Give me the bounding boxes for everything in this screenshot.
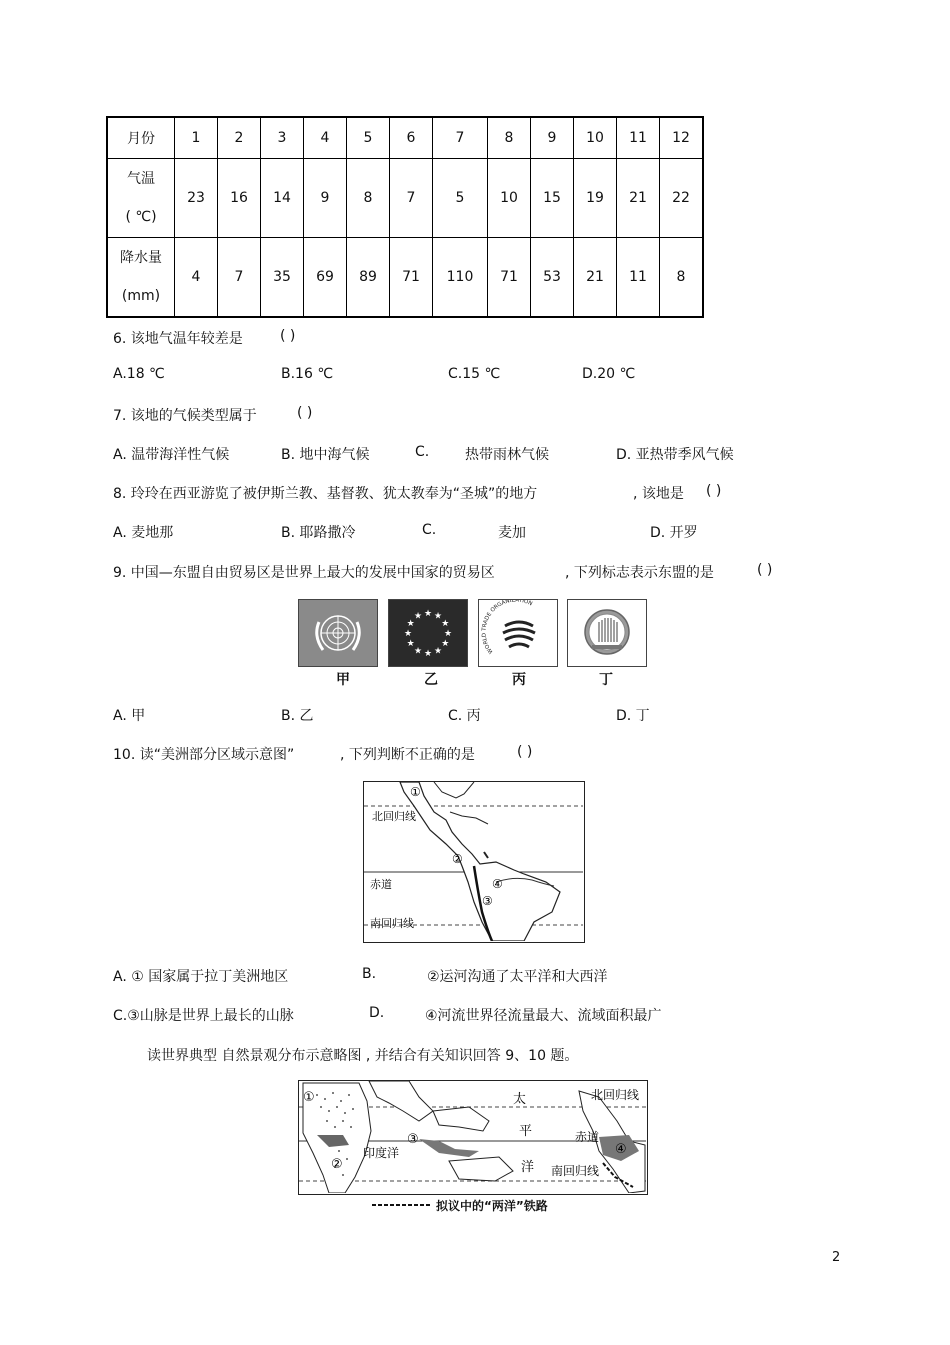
world-marker-3: ③ <box>407 1132 419 1147</box>
table-cell: 22 <box>660 159 704 238</box>
map-marker-3: ③ <box>482 894 493 908</box>
q8-option-c-text: 麦加 <box>498 525 526 541</box>
page-number: 2 <box>832 1250 841 1265</box>
world-label-equator: 赤道 <box>575 1130 600 1144</box>
world-marker-4: ④ <box>615 1142 627 1157</box>
q9-option-b: B. 乙 <box>281 708 314 724</box>
q9-option-a: A. 甲 <box>113 708 146 724</box>
map-label-tropic-s: 南回归线 <box>370 917 414 930</box>
temp-label-2: ( ℃) <box>125 209 157 225</box>
map-marker-2: ② <box>452 852 463 866</box>
precip-header <box>107 238 175 318</box>
table-cell: 4 <box>304 117 347 159</box>
eu-star-icon: ★ <box>406 639 415 649</box>
table-row-temp <box>107 159 703 238</box>
q8-stem: 8. 玲玲在西亚游览了被伊斯兰教、基督教、犹太教奉为“圣城”的地方 <box>113 486 538 502</box>
precip-label-2: (mm) <box>121 288 161 304</box>
asean-emblem-icon <box>568 600 646 666</box>
table-cell: 8 <box>347 159 390 238</box>
world-label-tropic-s: 南回归线 <box>551 1164 600 1178</box>
table-cell: 7 <box>433 117 488 159</box>
eu-star-icon: ★ <box>423 649 433 659</box>
temp-header <box>107 159 175 238</box>
map-label-equator: 赤道 <box>370 878 392 891</box>
table-cell: 71 <box>488 238 531 318</box>
world-landscape-map <box>298 1080 648 1195</box>
eu-star-icon: ★ <box>443 629 453 639</box>
logo-label-jia: 甲 <box>336 672 350 688</box>
table-cell: 5 <box>433 159 488 238</box>
q10-option-a: A. ① 国家属于拉丁美洲地区 <box>113 969 289 985</box>
table-cell: 1 <box>175 117 218 159</box>
eu-star-icon: ★ <box>433 646 443 657</box>
table-cell: 15 <box>531 159 574 238</box>
logo-label-bing: 丙 <box>512 672 526 688</box>
q7-option-a: A. 温带海洋性气候 <box>113 447 230 463</box>
table-cell: 11 <box>617 117 660 159</box>
map-label-tropic-n: 北回归线 <box>372 810 416 823</box>
world-marker-2: ② <box>331 1157 343 1172</box>
world-map-legend <box>298 1195 648 1215</box>
table-cell: 2 <box>218 117 261 159</box>
world-label-ping: 平 <box>519 1124 533 1139</box>
world-label-tai: 太 <box>513 1092 527 1107</box>
world-marker-1: ① <box>303 1090 315 1105</box>
table-cell: 11 <box>617 238 660 318</box>
q8-paren: ( ) <box>706 483 722 499</box>
q7-stem: 7. 该地的气候类型属于 <box>113 408 257 424</box>
americas-map <box>363 781 585 943</box>
eu-stars-icon <box>389 600 467 666</box>
q7-option-c-text: 热带雨林气候 <box>465 447 549 463</box>
table-cell: 7 <box>390 159 433 238</box>
q7-option-b: B. 地中海气候 <box>281 447 370 463</box>
table-cell: 8 <box>660 238 704 318</box>
temp-label-1: 气温 <box>127 171 155 187</box>
q9-stem-2: , 下列标志表示东盟的是 <box>565 565 714 581</box>
q8-option-b: B. 耶路撒冷 <box>281 525 356 541</box>
q10-stem: 10. 读“美洲部分区域示意图” <box>113 747 295 763</box>
q8-option-a: A. 麦地那 <box>113 525 174 541</box>
q6-option-d: D.20 ℃ <box>582 366 636 382</box>
q6-stem: 6. 该地气温年较差是 <box>113 331 243 347</box>
un-logo <box>298 599 378 667</box>
q9-option-d: D. 丁 <box>616 708 650 724</box>
q10-option-d: D. <box>369 1005 385 1021</box>
q10-paren: ( ) <box>517 744 533 760</box>
table-cell: 5 <box>347 117 390 159</box>
wto-logo <box>478 599 558 667</box>
table-cell: 21 <box>617 159 660 238</box>
world-map-drawing <box>299 1081 646 1193</box>
table-cell: 69 <box>304 238 347 318</box>
table-row-month <box>107 117 703 159</box>
table-cell: 53 <box>531 238 574 318</box>
wto-text: WORLD TRADE ORGANIZATION <box>481 600 534 655</box>
table-cell: 16 <box>218 159 261 238</box>
q6-option-a: A.18 ℃ <box>113 366 165 382</box>
q8-option-d: D. 开罗 <box>650 525 698 541</box>
railway-legend-icon <box>372 1195 442 1215</box>
q7-paren: ( ) <box>297 405 313 421</box>
world-label-tropic-n: 北回归线 <box>591 1088 640 1102</box>
intro-text: 读世界典型 自然景观分布示意略图 , 并结合有关知识回答 9、10 题。 <box>147 1048 579 1064</box>
q6-paren: ( ) <box>280 328 296 344</box>
asean-logo <box>567 599 647 667</box>
table-cell: 89 <box>347 238 390 318</box>
q10-option-c: C.③山脉是世界上最长的山脉 <box>113 1008 294 1024</box>
q10-option-b-text: ②运河沟通了太平洋和大西洋 <box>427 969 608 985</box>
eu-star-icon: ★ <box>441 639 450 649</box>
q10-option-b: B. <box>362 966 377 982</box>
table-cell: 9 <box>304 159 347 238</box>
logo-label-ding: 丁 <box>599 672 613 688</box>
month-header: 月份 <box>107 117 175 159</box>
table-cell: 71 <box>390 238 433 318</box>
q8-stem-2: , 该地是 <box>633 486 684 502</box>
q6-option-b: B.16 ℃ <box>281 366 334 382</box>
world-label-indian: 印度洋 <box>363 1146 400 1160</box>
eu-star-icon: ★ <box>413 646 423 657</box>
table-cell: 35 <box>261 238 304 318</box>
map-marker-1: ① <box>410 785 421 799</box>
table-cell: 110 <box>433 238 488 318</box>
table-cell: 10 <box>574 117 617 159</box>
logo-label-yi: 乙 <box>424 672 438 688</box>
map-marker-4: ④ <box>492 877 503 891</box>
table-cell: 9 <box>531 117 574 159</box>
un-emblem-icon <box>299 600 377 666</box>
eu-star-icon: ★ <box>403 629 413 639</box>
table-cell: 8 <box>488 117 531 159</box>
eu-star-icon: ★ <box>423 609 433 619</box>
world-label-yang: 洋 <box>521 1160 535 1175</box>
table-cell: 21 <box>574 238 617 318</box>
table-cell: 7 <box>218 238 261 318</box>
table-cell: 3 <box>261 117 304 159</box>
eu-logo <box>388 599 468 667</box>
table-cell: 23 <box>175 159 218 238</box>
legend-text: 拟议中的“两洋”铁路 <box>436 1199 548 1213</box>
q6-option-c: C.15 ℃ <box>448 366 501 382</box>
precip-label-1: 降水量 <box>120 250 162 266</box>
climate-table <box>106 116 704 318</box>
q10-option-d-text: ④河流世界径流量最大、流域面积最广 <box>425 1008 662 1024</box>
table-cell: 12 <box>660 117 704 159</box>
eu-star-icon: ★ <box>433 611 443 622</box>
q9-paren: ( ) <box>757 562 773 578</box>
eu-star-icon: ★ <box>406 619 415 629</box>
q9-option-c: C. 丙 <box>448 708 481 724</box>
americas-map-drawing <box>364 782 583 941</box>
wto-emblem-icon <box>479 600 557 666</box>
eu-star-icon: ★ <box>413 611 423 622</box>
q7-option-c: C. <box>415 444 430 460</box>
table-cell: 19 <box>574 159 617 238</box>
table-row-precip <box>107 238 703 318</box>
table-cell: 6 <box>390 117 433 159</box>
q7-option-d: D. 亚热带季风气候 <box>616 447 734 463</box>
eu-star-icon: ★ <box>441 619 450 629</box>
q9-stem: 9. 中国—东盟自由贸易区是世界上最大的发展中国家的贸易区 <box>113 565 495 581</box>
q10-stem-2: , 下列判断不正确的是 <box>340 747 475 763</box>
table-cell: 14 <box>261 159 304 238</box>
table-cell: 4 <box>175 238 218 318</box>
q8-option-c: C. <box>422 522 437 538</box>
table-cell: 10 <box>488 159 531 238</box>
